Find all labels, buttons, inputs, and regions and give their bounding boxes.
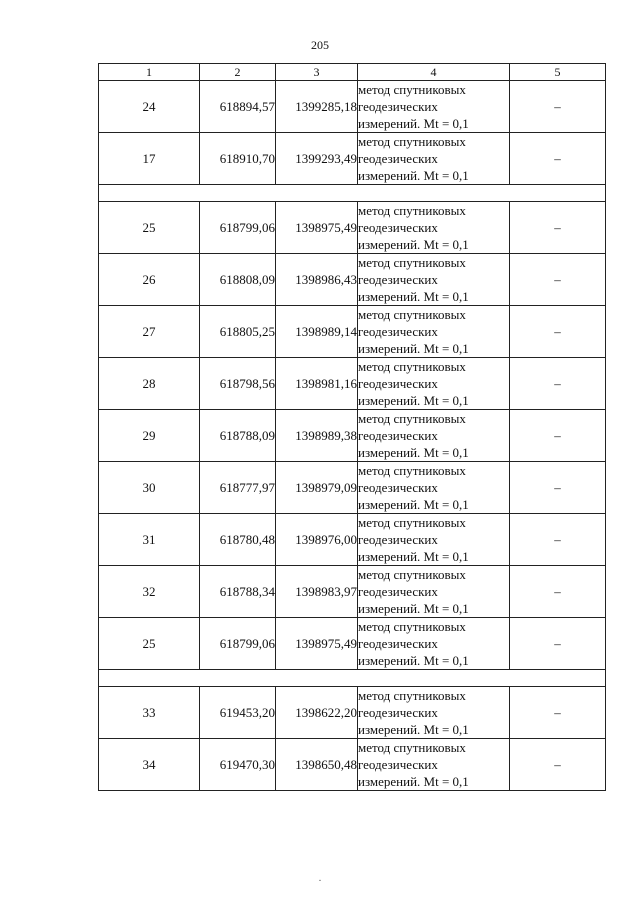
x-coordinate-cell: 618894,57	[200, 81, 276, 133]
point-number-cell: 31	[99, 514, 200, 566]
method-line: метод спутниковых	[358, 203, 466, 218]
column-5-cell: –	[510, 566, 606, 618]
y-coordinate-cell: 1398650,48	[276, 739, 358, 791]
column-5-cell: –	[510, 358, 606, 410]
point-number-cell: 17	[99, 133, 200, 185]
method-line: геодезических	[358, 584, 438, 599]
method-line: метод спутниковых	[358, 688, 466, 703]
footer-mark: .	[318, 873, 322, 884]
column-header-4: 4	[358, 64, 510, 81]
method-line: измерений. Mt = 0,1	[358, 497, 469, 512]
y-coordinate-cell: 1398989,14	[276, 306, 358, 358]
y-coordinate-cell: 1398989,38	[276, 410, 358, 462]
y-coordinate-cell: 1399293,49	[276, 133, 358, 185]
method-cell	[358, 133, 510, 185]
method-line: метод спутниковых	[358, 411, 466, 426]
point-number-cell: 26	[99, 254, 200, 306]
method-cell	[358, 306, 510, 358]
point-number-cell: 32	[99, 566, 200, 618]
table-row	[99, 306, 606, 358]
column-header-1: 1	[99, 64, 200, 81]
table-row	[99, 358, 606, 410]
method-cell	[358, 618, 510, 670]
method-line: измерений. Mt = 0,1	[358, 653, 469, 668]
method-line: метод спутниковых	[358, 255, 466, 270]
table-row	[99, 254, 606, 306]
table-separator-row	[99, 670, 606, 687]
column-header-5: 5	[510, 64, 606, 81]
y-coordinate-cell: 1398981,16	[276, 358, 358, 410]
x-coordinate-cell: 618788,09	[200, 410, 276, 462]
point-number-cell: 25	[99, 618, 200, 670]
method-line: измерений. Mt = 0,1	[358, 445, 469, 460]
x-coordinate-cell: 618808,09	[200, 254, 276, 306]
method-line: измерений. Mt = 0,1	[358, 549, 469, 564]
x-coordinate-cell: 618788,34	[200, 566, 276, 618]
method-cell	[358, 462, 510, 514]
method-line: геодезических	[358, 376, 438, 391]
method-line: метод спутниковых	[358, 359, 466, 374]
x-coordinate-cell: 618798,56	[200, 358, 276, 410]
method-line: измерений. Mt = 0,1	[358, 774, 469, 789]
table-row	[99, 81, 606, 133]
point-number-cell: 24	[99, 81, 200, 133]
method-cell	[358, 514, 510, 566]
method-line: геодезических	[358, 272, 438, 287]
x-coordinate-cell: 619470,30	[200, 739, 276, 791]
method-cell	[358, 566, 510, 618]
table-row	[99, 514, 606, 566]
column-5-cell: –	[510, 254, 606, 306]
coordinates-table	[98, 63, 606, 791]
method-line: измерений. Mt = 0,1	[358, 116, 469, 131]
y-coordinate-cell: 1398976,00	[276, 514, 358, 566]
point-number-cell: 30	[99, 462, 200, 514]
table-row	[99, 618, 606, 670]
column-5-cell: –	[510, 410, 606, 462]
point-number-cell: 34	[99, 739, 200, 791]
y-coordinate-cell: 1398975,49	[276, 618, 358, 670]
method-line: геодезических	[358, 99, 438, 114]
x-coordinate-cell: 618799,06	[200, 202, 276, 254]
y-coordinate-cell: 1398979,09	[276, 462, 358, 514]
column-header-3: 3	[276, 64, 358, 81]
method-line: метод спутниковых	[358, 463, 466, 478]
x-coordinate-cell: 618805,25	[200, 306, 276, 358]
y-coordinate-cell: 1399285,18	[276, 81, 358, 133]
method-line: измерений. Mt = 0,1	[358, 289, 469, 304]
table-row	[99, 133, 606, 185]
y-coordinate-cell: 1398983,97	[276, 566, 358, 618]
method-line: измерений. Mt = 0,1	[358, 237, 469, 252]
method-line: геодезических	[358, 480, 438, 495]
method-cell	[358, 410, 510, 462]
separator-cell	[99, 185, 606, 202]
method-line: измерений. Mt = 0,1	[358, 341, 469, 356]
method-line: геодезических	[358, 532, 438, 547]
method-line: геодезических	[358, 757, 438, 772]
method-line: измерений. Mt = 0,1	[358, 722, 469, 737]
separator-cell	[99, 670, 606, 687]
point-number-cell: 27	[99, 306, 200, 358]
method-line: метод спутниковых	[358, 619, 466, 634]
method-line: метод спутниковых	[358, 567, 466, 582]
column-5-cell: –	[510, 514, 606, 566]
method-line: геодезических	[358, 151, 438, 166]
table-row	[99, 687, 606, 739]
point-number-cell: 25	[99, 202, 200, 254]
column-5-cell: –	[510, 306, 606, 358]
table-body	[99, 64, 606, 791]
table-separator-row	[99, 185, 606, 202]
table-row	[99, 739, 606, 791]
column-5-cell: –	[510, 687, 606, 739]
method-line: метод спутниковых	[358, 134, 466, 149]
column-5-cell: –	[510, 81, 606, 133]
column-5-cell: –	[510, 202, 606, 254]
point-number-cell: 33	[99, 687, 200, 739]
method-line: измерений. Mt = 0,1	[358, 168, 469, 183]
method-line: геодезических	[358, 636, 438, 651]
column-5-cell: –	[510, 739, 606, 791]
column-header-2: 2	[200, 64, 276, 81]
page-number: 205	[311, 38, 329, 52]
method-line: геодезических	[358, 220, 438, 235]
table-row	[99, 410, 606, 462]
method-line: метод спутниковых	[358, 307, 466, 322]
y-coordinate-cell: 1398975,49	[276, 202, 358, 254]
method-cell	[358, 202, 510, 254]
table-row	[99, 566, 606, 618]
method-line: геодезических	[358, 428, 438, 443]
table-header-row	[99, 64, 606, 81]
method-line: геодезических	[358, 705, 438, 720]
method-cell	[358, 739, 510, 791]
method-cell	[358, 254, 510, 306]
point-number-cell: 29	[99, 410, 200, 462]
x-coordinate-cell: 619453,20	[200, 687, 276, 739]
table-row	[99, 202, 606, 254]
method-cell	[358, 358, 510, 410]
method-line: метод спутниковых	[358, 740, 466, 755]
point-number-cell: 28	[99, 358, 200, 410]
y-coordinate-cell: 1398622,20	[276, 687, 358, 739]
y-coordinate-cell: 1398986,43	[276, 254, 358, 306]
column-5-cell: –	[510, 133, 606, 185]
method-line: геодезических	[358, 324, 438, 339]
table-row	[99, 462, 606, 514]
x-coordinate-cell: 618777,97	[200, 462, 276, 514]
x-coordinate-cell: 618799,06	[200, 618, 276, 670]
method-line: измерений. Mt = 0,1	[358, 601, 469, 616]
method-cell	[358, 81, 510, 133]
x-coordinate-cell: 618780,48	[200, 514, 276, 566]
column-5-cell: –	[510, 618, 606, 670]
method-line: метод спутниковых	[358, 82, 466, 97]
x-coordinate-cell: 618910,70	[200, 133, 276, 185]
method-cell	[358, 687, 510, 739]
method-line: измерений. Mt = 0,1	[358, 393, 469, 408]
column-5-cell: –	[510, 462, 606, 514]
method-line: метод спутниковых	[358, 515, 466, 530]
